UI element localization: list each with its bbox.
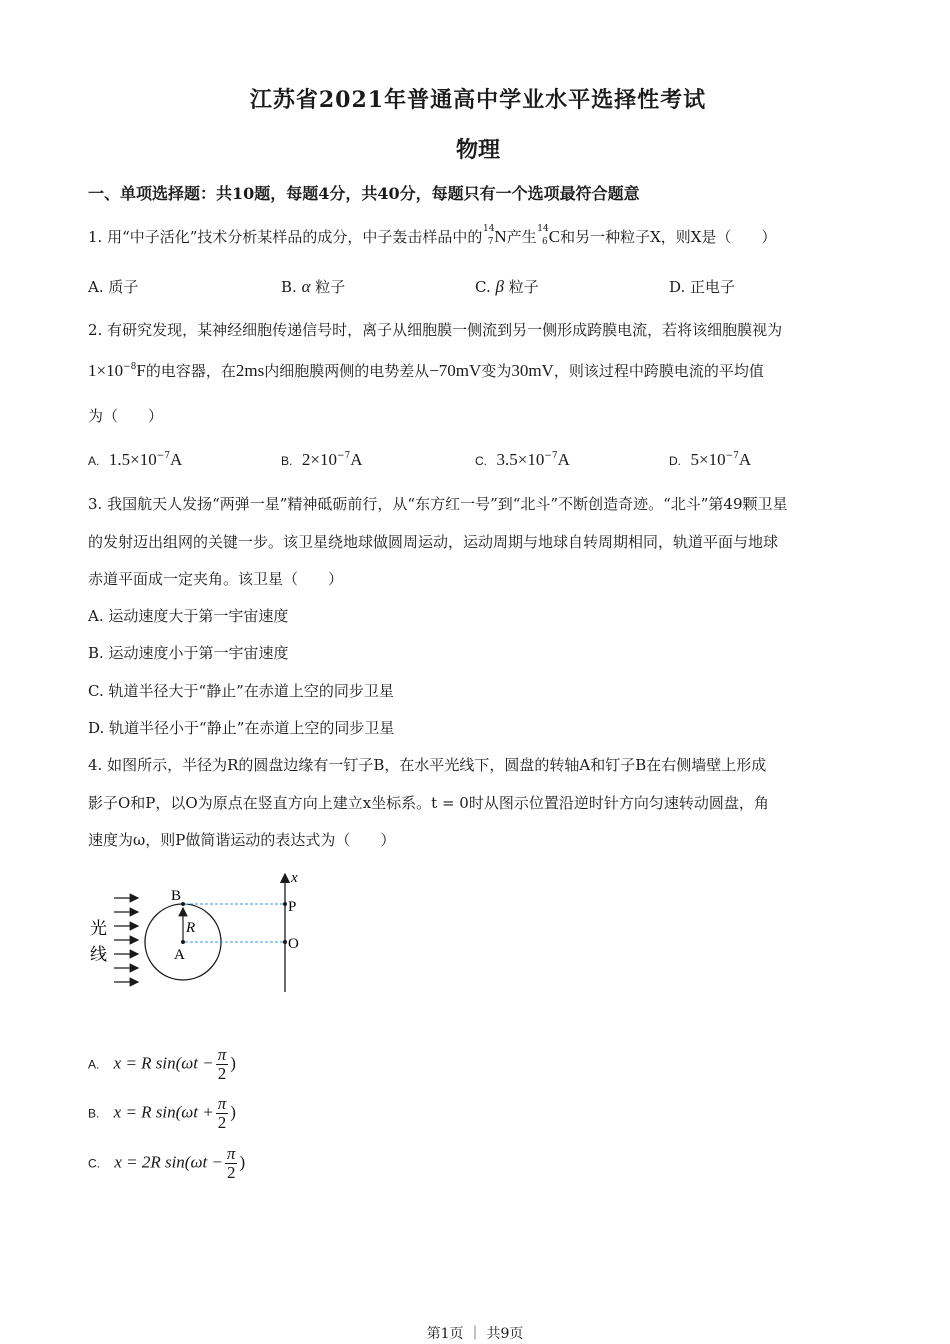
q3-line-1: 3. 我国航天人发扬“两弹一星”精神砥砺前行，从“东方红一号”到“北斗”不断创造奇迹。“北斗”第49颗卫星 [88,495,788,513]
q3-line-2: 的发射迈出组网的关键一步。该卫星绕地球做圆周运动，运动周期与地球自转周期相同，轨道平面与地球 [88,533,779,551]
q4-option-a: A. x = R sin(ωt − $\frac{\pi}{2}$ ) [88,1045,236,1083]
isotope-c-symbol: C [548,227,561,246]
q1-option-a: A. 质子 [88,278,139,296]
q2-line-1: 2. 有研究发现，某神经细胞传递信号时，离子从细胞膜一侧流到另一侧形成跨膜电流，若将该细胞膜视为 [88,321,783,339]
q1-option-b: B. α 粒子 [281,277,346,296]
disk-shadow-figure [88,866,318,996]
q2-option-b: B. $2\times 10^{-7}A$ [281,450,363,469]
shadow-point-p [283,902,287,906]
q2-line-3: 为（ ） [88,407,164,425]
q4-line-1: 4. 如图所示，半径为R的圆盘边缘有一钉子B，在水平光线下，圆盘的转轴A和钉子B在右侧墙壁上形成 [88,756,767,774]
subject-title: 物理 [455,137,500,163]
q1-text-c: 和另一种粒子X，则X是（ ） [560,228,777,246]
nail-point-b [181,902,185,906]
q4-line-3: 速度为ω，则P做简谐运动的表达式为（ ） [88,831,396,849]
label-a: A [174,947,185,963]
label-r: R [186,920,196,936]
question-1 [88,226,776,247]
q1-option-d: D. 正电子 [669,278,736,296]
label-p: P [288,899,297,915]
q2-option-c: C. $3.5\times 10^{-7}A$ [475,450,570,469]
shadow-point-o [283,940,287,944]
label-x: x [291,870,298,886]
q3-option-c: C. 轨道半径大于“静止”在赤道上空的同步卫星 [88,682,394,700]
q3-option-a: A. 运动速度大于第一宇宙速度 [88,607,289,625]
q4-line-2: 影子O和P，以O为原点在竖直方向上建立x坐标系。t = 0时从图示位置沿逆时针方向匀速转动圆盘，角 [88,794,769,812]
label-b: B [171,888,182,904]
light-label-2: 线 [90,945,107,965]
light-arrows [114,898,138,982]
q1-text-a: 1. 用“中子活化”技术分析某样品的成分，中子轰击样品中的 [88,228,483,246]
isotope-n: 14 7 [482,224,495,247]
light-label-1: 光 [90,919,107,939]
q2-option-d: D. $5\times 10^{-7}A$ [669,450,752,469]
q1-text-b: 产生 [506,228,537,246]
page-title: 江苏省2021年普通高中学业水平选择性考试 [249,87,707,113]
label-o: O [288,936,299,952]
page-footer: 第1页 ｜ 共9页 [426,1326,524,1342]
q3-option-b: B. 运动速度小于第一宇宙速度 [88,644,289,662]
q2-option-a: A. $1.5\times 10^{-7}A$ [88,450,183,469]
isotope-n-symbol: N [494,227,507,246]
q4-option-c: C. x = 2R sin(ωt − $\frac{\pi}{2}$ ) [88,1144,246,1182]
q4-option-b: B. x = R sin(ωt + $\frac{\pi}{2}$ ) [88,1094,236,1132]
q3-option-d: D. 轨道半径小于“静止”在赤道上空的同步卫星 [88,719,395,737]
section-heading: 一、单项选择题：共10题，每题4分，共40分，每题只有一个选项最符合题意 [88,184,640,203]
q3-line-3: 赤道平面成一定夹角。该卫星（ ） [88,570,344,588]
q1-option-c: C. β 粒子 [475,277,539,296]
isotope-c: 14 6 [537,224,549,247]
q2-line-2: $1\times 10^{-8}F$的电容器，在2ms内细胞膜两侧的电势差从−70mV变为30mV，则该过程中跨膜电流的平均值 [88,361,764,380]
